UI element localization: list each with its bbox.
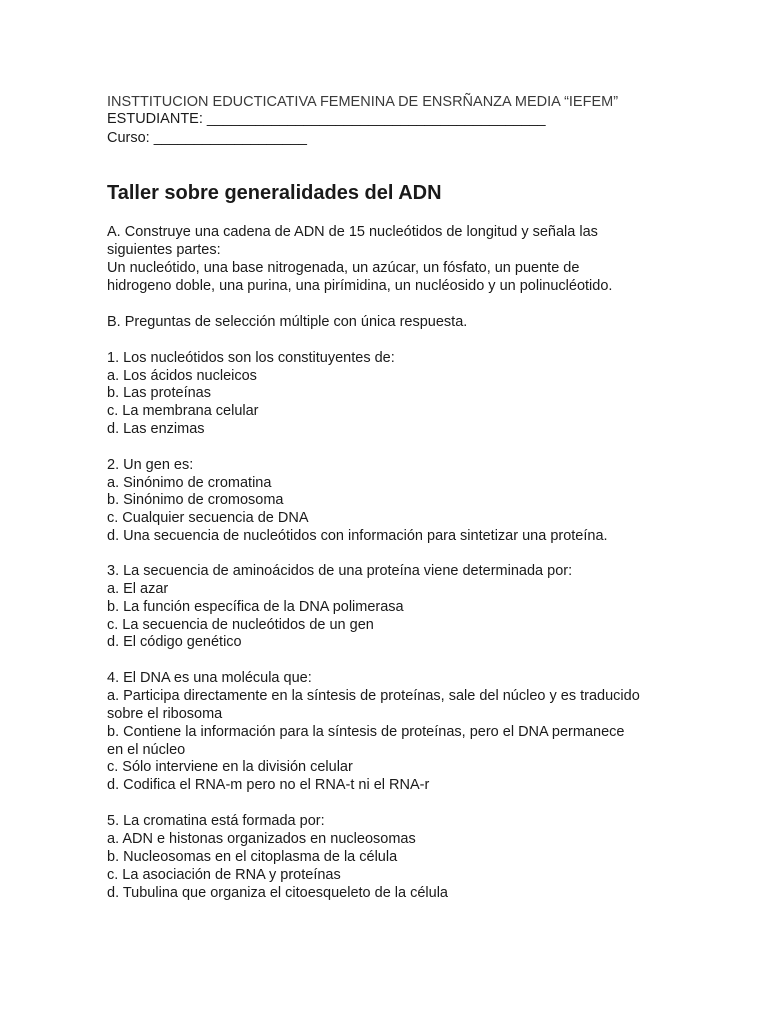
question-text: 1. Los nucleótidos son los constituyentes de: xyxy=(107,350,395,366)
answer-option: a. Participa directamente en la síntesis de proteínas, sale del núcleo y es traducido xyxy=(107,688,640,704)
student-field: ESTUDIANTE: __________________________________________ xyxy=(107,111,546,127)
answer-option: b. Sinónimo de cromosoma xyxy=(107,492,284,508)
question-text: 5. La cromatina está formada por: xyxy=(107,813,325,829)
question-text: 4. El DNA es una molécula que: xyxy=(107,670,312,686)
course-field: Curso: ___________________ xyxy=(107,130,307,146)
answer-option: b. Nucleosomas en el citoplasma de la célula xyxy=(107,849,398,865)
answer-option: b. Contiene la información para la síntesis de proteínas, pero el DNA permanece xyxy=(107,724,625,740)
answer-option: c. La asociación de RNA y proteínas xyxy=(107,867,341,883)
section-a-parts-line-1: Un nucleótido, una base nitrogenada, un azúcar, un fósfato, un puente de xyxy=(107,260,580,276)
answer-option: c. Cualquier secuencia de DNA xyxy=(107,510,309,526)
institution-name: INSTTITUCION EDUCTICATIVA FEMENINA DE ENSRÑANZA MEDIA “IEFEM” xyxy=(107,94,619,110)
answer-option: b. Las proteínas xyxy=(107,385,211,401)
answer-option: c. La membrana celular xyxy=(107,403,259,419)
answer-option: d. Las enzimas xyxy=(107,421,205,437)
answer-option: d. Codifica el RNA-m pero no el RNA-t ni el RNA-r xyxy=(107,777,430,793)
answer-option: a. El azar xyxy=(107,581,169,597)
answer-option: a. Sinónimo de cromatina xyxy=(107,475,272,491)
section-a-prompt-line-1: A. Construye una cadena de ADN de 15 nucleótidos de longitud y señala las xyxy=(107,224,598,240)
answer-option-continuation: en el núcleo xyxy=(107,742,186,758)
answer-option: d. Tubulina que organiza el citoesqueleto de la célula xyxy=(107,885,448,901)
answer-option: b. La función específica de la DNA polimerasa xyxy=(107,599,404,615)
page-title: Taller sobre generalidades del ADN xyxy=(107,182,442,204)
section-a-prompt-line-2: siguientes partes: xyxy=(107,242,221,258)
section-a-parts-line-2: hidrogeno doble, una purina, una pirímidina, un nucléosido y un polinucléotido. xyxy=(107,278,613,294)
question-text: 2. Un gen es: xyxy=(107,457,194,473)
section-b-heading: B. Preguntas de selección múltiple con única respuesta. xyxy=(107,314,468,330)
answer-option: c. La secuencia de nucleótidos de un gen xyxy=(107,617,374,633)
answer-option: c. Sólo interviene en la división celular xyxy=(107,759,353,775)
answer-option: d. Una secuencia de nucleótidos con información para sintetizar una proteína. xyxy=(107,528,608,544)
answer-option: a. ADN e histonas organizados en nucleosomas xyxy=(107,831,416,847)
answer-option: a. Los ácidos nucleicos xyxy=(107,368,257,384)
answer-option: d. El código genético xyxy=(107,634,242,650)
question-text: 3. La secuencia de aminoácidos de una proteína viene determinada por: xyxy=(107,563,573,579)
answer-option-continuation: sobre el ribosoma xyxy=(107,706,223,722)
